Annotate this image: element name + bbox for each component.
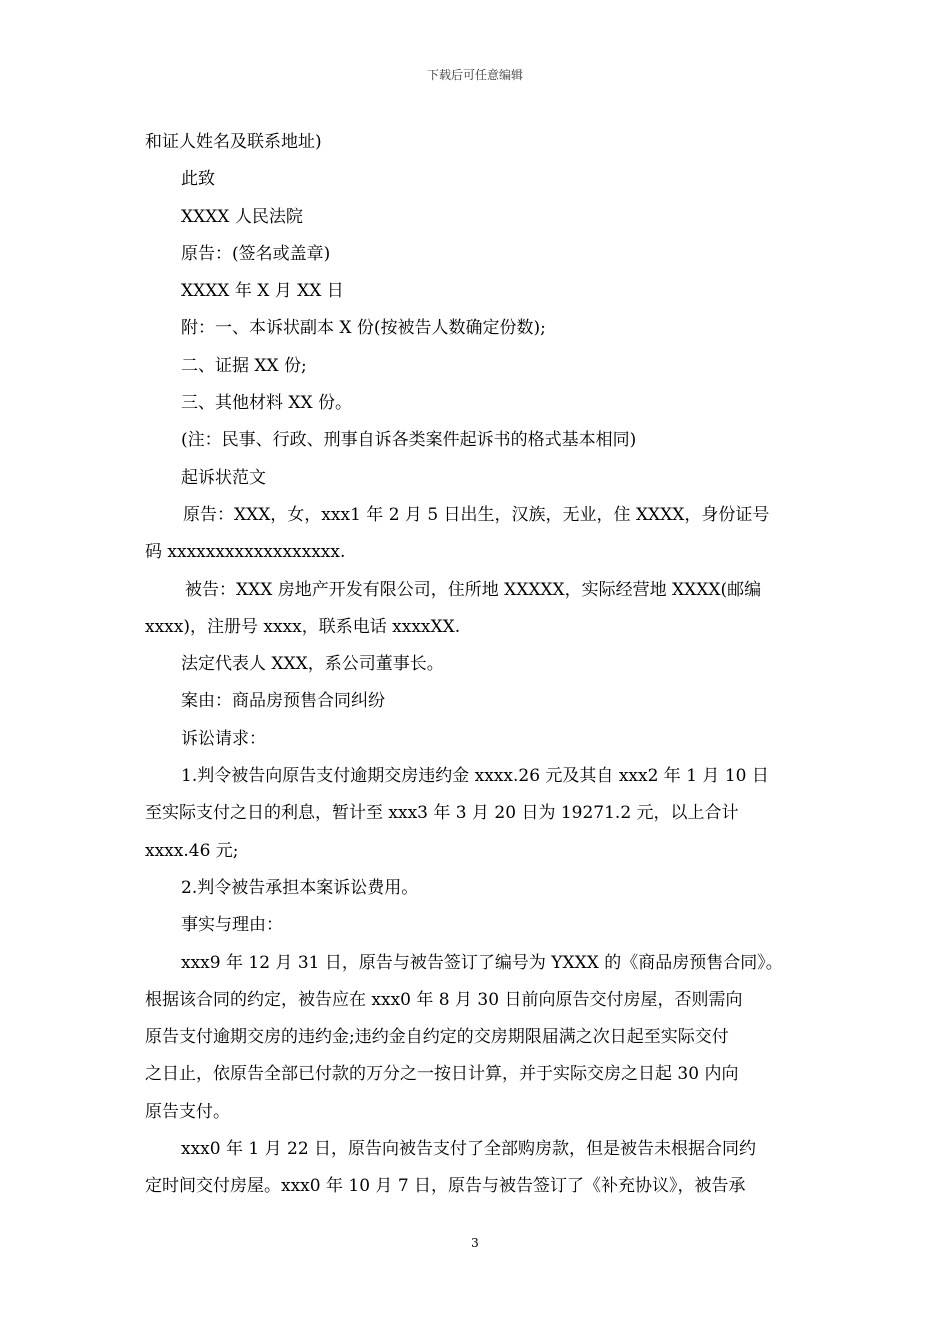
text-line: 事实与理由： — [181, 915, 283, 936]
text-line: 法定代表人 XXX，系公司董事长。 — [181, 654, 444, 675]
text-line: 二、证据 XX 份; — [181, 355, 307, 376]
text-line: xxx9 年 12 月 31 日，原告与被告签订了编号为 YXXX 的《商品房预售合同》。 — [181, 952, 783, 973]
page-number: 3 — [471, 1236, 479, 1250]
text-line: 定时间交付房屋。xxx0 年 10 月 7 日，原告与被告签订了《补充协议》，被告承 — [145, 1176, 746, 1197]
text-line: 根据该合同的约定，被告应在 xxx0 年 8 月 30 日前向原告交付房屋，否则需向 — [145, 989, 743, 1010]
text-line: (注：民事、行政、刑事自诉各类案件起诉书的格式基本相同) — [181, 430, 637, 451]
text-line: XXXX 年 X 月 XX 日 — [181, 281, 344, 302]
text-line: 诉讼请求： — [181, 728, 266, 749]
text-line: 2.判令被告承担本案诉讼费用。 — [181, 877, 419, 898]
text-line: 此致 — [181, 169, 215, 190]
text-line: 三、其他材料 XX 份。 — [181, 393, 353, 414]
text-line: 至实际支付之日的利息，暂计至 xxx3 年 3 月 20 日为 19271.2 元，以上合计 — [145, 803, 739, 824]
text-line: 和证人姓名及联系地址) — [145, 132, 322, 152]
text-line: xxx0 年 1 月 22 日，原告向被告支付了全部购房款，但是被告未根据合同约 — [181, 1139, 757, 1160]
text-line: xxxx.46 元; — [145, 840, 239, 861]
text-line: 原告：(签名或盖章) — [181, 243, 331, 264]
text-line: 原告支付。 — [145, 1101, 230, 1122]
text-line: 之日止，依原告全部已付款的万分之一按日计算，并于实际交房之日起 30 内向 — [145, 1064, 739, 1085]
text-line: 码 xxxxxxxxxxxxxxxxxx. — [145, 542, 346, 563]
text-line: 附：一、本诉状副本 X 份(按被告人数确定份数); — [181, 318, 546, 339]
text-line: 原告支付逾期交房的违约金;违约金自约定的交房期限届满之次日起至实际交付 — [145, 1027, 729, 1048]
document-body — [145, 124, 810, 1206]
text-line: xxxx)，注册号 xxxx，联系电话 xxxxXX. — [145, 616, 461, 637]
text-line: 1.判令被告向原告支付逾期交房违约金 xxxx.26 元及其自 xxx2 年 1 月 10 日 — [181, 766, 769, 787]
text-line: 起诉状范文 — [181, 467, 266, 488]
text-line: 案由：商品房预售合同纠纷 — [181, 691, 385, 712]
text-line: 原告：XXX，女，xxx1 年 2 月 5 日出生，汉族，无业，住 XXXX，身份证号 — [183, 504, 770, 525]
text-line: XXXX 人民法院 — [181, 206, 303, 227]
page-header: 下载后可任意编辑 — [426, 68, 523, 82]
text-line: 被告：XXX 房地产开发有限公司，住所地 XXXXX，实际经营地 XXXX(邮编 — [185, 579, 762, 600]
